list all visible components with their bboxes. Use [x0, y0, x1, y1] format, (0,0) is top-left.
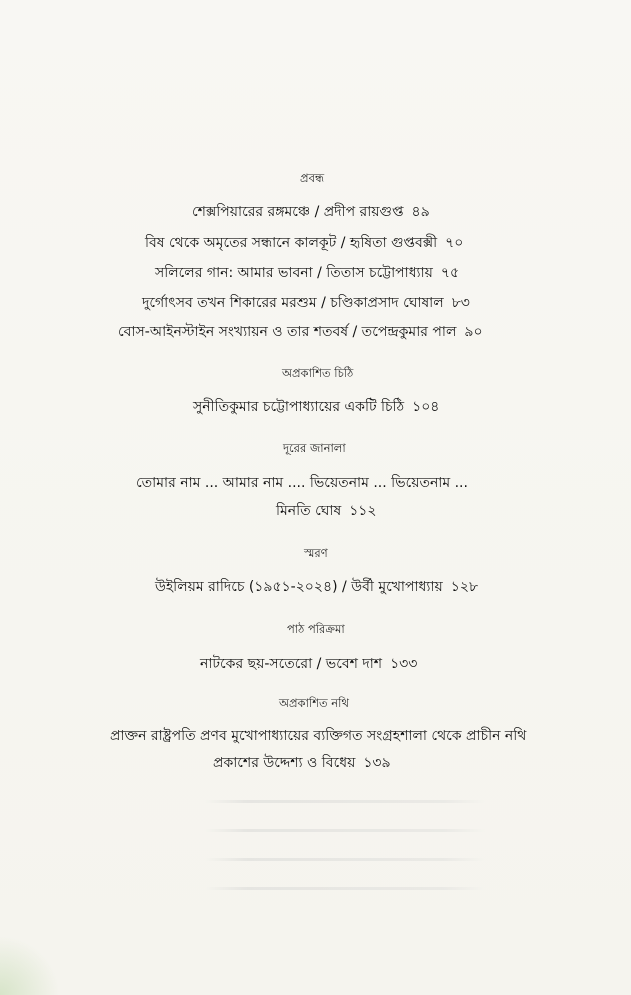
- page-number: ৯০: [464, 324, 483, 340]
- section-heading-remembrance: স্মরণ: [304, 546, 328, 560]
- toc-entry: [142, 291, 470, 315]
- entry-title: প্রকাশের উদ্দেশ্য ও বিধেয়: [213, 755, 356, 771]
- entry-title: শেক্সপিয়ারের রঙ্গমঞ্চে / প্রদীপ রায়গুপ্ত: [192, 204, 404, 220]
- section-heading-essays: প্রবন্ধ: [300, 171, 325, 185]
- toc-entry: [136, 471, 468, 495]
- section-heading-unpublished-document: অপ্রকাশিত নথি: [279, 696, 349, 710]
- page-stain: [0, 935, 60, 995]
- entry-title: বোস-আইনস্টাইন সংখ্যায়ন ও তার শতবর্ষ / তপেন্দ্রকুমার পাল: [118, 324, 457, 340]
- toc-entry: [110, 724, 526, 748]
- page-number: ৮৩: [451, 295, 470, 311]
- page-number: ১৩৩: [390, 656, 418, 672]
- entry-title: সলিলের গান: আমার ভাবনা / তিতাস চট্টোপাধ্যায়: [155, 265, 433, 281]
- toc-entry: [200, 652, 417, 676]
- page-number: ৭০: [445, 235, 464, 251]
- entry-title: সুনীতিকুমার চট্টোপাধ্যায়ের একটি চিঠি: [193, 399, 405, 415]
- toc-entry: [155, 575, 478, 599]
- entry-title: নাটকের ছয়-সতেরো / ভবেশ দাশ: [200, 656, 383, 672]
- page-number: ১১২: [349, 503, 377, 519]
- entry-title: বিষ থেকে অমৃতের সন্ধানে কালকূট / হৃষিতা গুপ্তবক্সী: [145, 235, 438, 251]
- toc-entry: [193, 395, 439, 419]
- page-number: ১৩৯: [363, 755, 391, 771]
- section-heading-distant-window: দূরের জানালা: [283, 441, 346, 455]
- page-number: ১২৮: [450, 579, 479, 595]
- toc-entry: [213, 751, 391, 775]
- page-number: ৪৯: [411, 204, 430, 220]
- show-through-text: [205, 800, 485, 920]
- section-heading-unpublished-letter: অপ্রকাশিত চিঠি: [282, 366, 354, 380]
- entry-title: তোমার নাম ... আমার নাম .... ভিয়েতনাম ... ভিয়েতনাম ...: [136, 475, 468, 491]
- toc-entry: [192, 200, 430, 224]
- section-heading-reading: পাঠ পরিক্রমা: [287, 622, 345, 636]
- entry-title: উইলিয়ম রাদিচে (১৯৫১-২০২৪) / উর্বী মুখোপাধ্যায়: [155, 579, 443, 595]
- entry-title: মিনতি ঘোষ: [276, 503, 342, 519]
- entry-title: প্রাক্তন রাষ্ট্রপতি প্রণব মুখোপাধ্যায়ের ব্যক্তিগত সংগ্রহশালা থেকে প্রাচীন নথি: [110, 728, 527, 744]
- toc-entry: [155, 261, 459, 285]
- entry-title: দুর্গোৎসব তখন শিকারের মরশুম / চণ্ডিকাপ্রসাদ ঘোষাল: [142, 295, 444, 311]
- toc-entry: [118, 320, 483, 344]
- page-number: ৭৫: [440, 265, 460, 281]
- toc-entry: [145, 231, 463, 255]
- page-number: ১০৪: [412, 399, 440, 415]
- toc-entry: [276, 499, 376, 523]
